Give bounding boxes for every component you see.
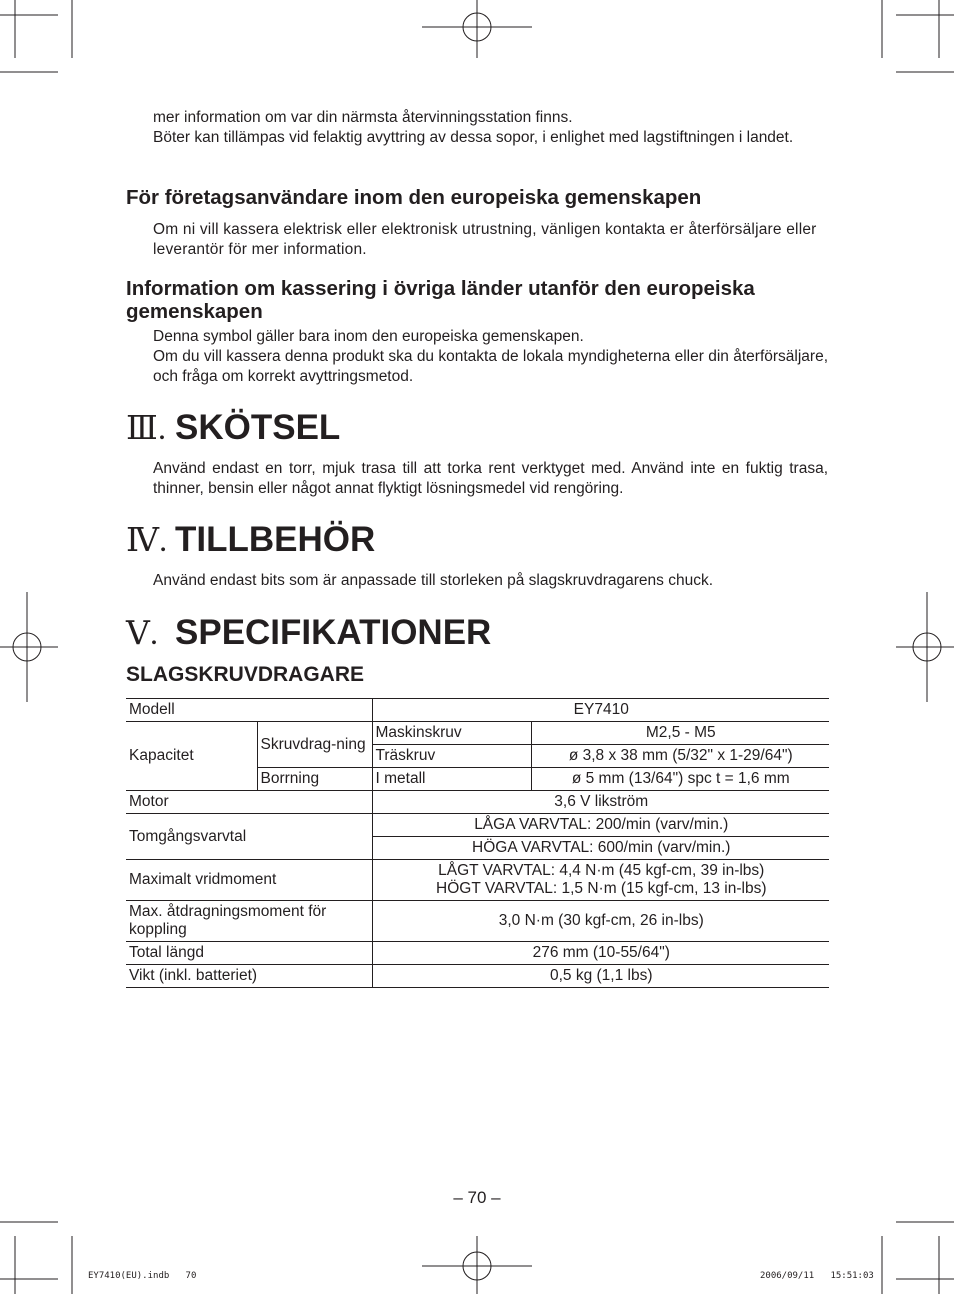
- machine-screw-label: Maskinskruv: [372, 722, 531, 745]
- footer-timestamp: 2006/09/11 15:51:03: [760, 1271, 874, 1281]
- model-label: Modell: [126, 699, 372, 722]
- business-users-heading: För företagsanvändare inom den europeiska gemenskapen: [126, 186, 702, 209]
- chapter-5-numeral: Ⅴ.: [126, 616, 159, 652]
- drilling-label: Borrning: [257, 768, 372, 791]
- machine-screw-value: M2,5 - M5: [531, 722, 829, 745]
- table-row: [126, 901, 829, 942]
- idle-speed-low: LÅGA VARVTAL: 200/min (varv/min.): [372, 814, 829, 837]
- table-row: [126, 814, 829, 837]
- chapter-5-title: SPECIFIKATIONER: [175, 613, 492, 652]
- table-row: [126, 942, 829, 965]
- specifications-table: [126, 698, 829, 988]
- total-length-label: Total längd: [126, 942, 372, 965]
- intro-paragraph: [153, 108, 828, 148]
- weight-value: 0,5 kg (1,1 lbs): [372, 965, 829, 988]
- max-torque-value: [372, 860, 829, 901]
- weight-label: Vikt (inkl. batteriet): [126, 965, 372, 988]
- metal-label: I metall: [372, 768, 531, 791]
- footer-file-name: EY7410(EU).indb 70: [88, 1271, 197, 1281]
- spec-subtitle: SLAGSKRUVDRAGARE: [126, 663, 365, 686]
- chapter-3-heading: [126, 408, 340, 449]
- chapter-3-numeral: Ⅲ.: [126, 411, 167, 447]
- table-row: [126, 722, 829, 745]
- clutch-torque-label: Max. åtdragningsmoment för koppling: [126, 901, 372, 942]
- page-number: – 70 –: [453, 1188, 501, 1207]
- motor-value: 3,6 V likström: [372, 791, 829, 814]
- wood-screw-value: ø 3,8 x 38 mm (5/32" x 1-29/64"): [531, 745, 829, 768]
- screwdriving-label: Skruvdrag-ning: [257, 722, 372, 768]
- chapter-4-title: TILLBEHÖR: [175, 520, 376, 559]
- clutch-torque-value: 3,0 N·m (30 kgf-cm, 26 in-lbs): [372, 901, 829, 942]
- table-row: [126, 699, 829, 722]
- chapter-4-text: Använd endast bits som är anpassade till storleken på slagskruvdragarens chuck.: [153, 572, 714, 589]
- max-torque-low: LÅGT VARVTAL: 4,4 N·m (45 kgf-cm, 39 in-lbs): [438, 862, 765, 879]
- other-countries-text: [153, 327, 828, 387]
- intro-line-1: mer information om var din närmsta återvinningsstation finns.: [153, 109, 573, 126]
- max-torque-high: HÖGT VARVTAL: 1,5 N·m (15 kgf-cm, 13 in-lbs): [436, 880, 767, 897]
- metal-value: ø 5 mm (13/64") spc t = 1,6 mm: [531, 768, 829, 791]
- chapter-5-heading: [126, 613, 491, 654]
- motor-label: Motor: [126, 791, 372, 814]
- idle-speed-high: HÖGA VARVTAL: 600/min (varv/min.): [372, 837, 829, 860]
- idle-speed-label: Tomgångsvarvtal: [126, 814, 372, 860]
- table-row: [126, 791, 829, 814]
- model-value: EY7410: [372, 699, 829, 722]
- table-row: [126, 965, 829, 988]
- capacity-label: Kapacitet: [126, 722, 257, 791]
- intro-line-2: Böter kan tillämpas vid felaktig avyttring av dessa sopor, i enlighet med lagstiftningen i landet.: [153, 129, 794, 146]
- chapter-4-numeral: Ⅳ.: [126, 523, 168, 559]
- max-torque-label: Maximalt vridmoment: [126, 860, 372, 901]
- business-users-text: Om ni vill kassera elektrisk eller elektronisk utrustning, vänligen kontakta er återförsäljare eller leverantör för mer information.: [153, 221, 817, 258]
- chapter-4-heading: [126, 520, 375, 561]
- total-length-value: 276 mm (10-55/64"): [372, 942, 829, 965]
- chapter-3-text: Använd endast en torr, mjuk trasa till att torka rent verktyget med. Använd inte en fuktig trasa, thinner, bensin eller något annat flyktigt lösningsmedel vid rengöring.: [153, 460, 828, 497]
- table-row: [126, 860, 829, 901]
- wood-screw-label: Träskruv: [372, 745, 531, 768]
- other-countries-text-1: Denna symbol gäller bara inom den europeiska gemenskapen.: [153, 328, 584, 345]
- other-countries-heading: Information om kassering i övriga länder utanför den europeiska gemenskapen: [126, 277, 755, 323]
- chapter-3-title: SKÖTSEL: [175, 408, 341, 447]
- other-countries-text-2: Om du vill kassera denna produkt ska du kontakta de lokala myndigheterna eller din återförsäljare, och fråga om korrekt avyttringsmetod.: [153, 348, 828, 385]
